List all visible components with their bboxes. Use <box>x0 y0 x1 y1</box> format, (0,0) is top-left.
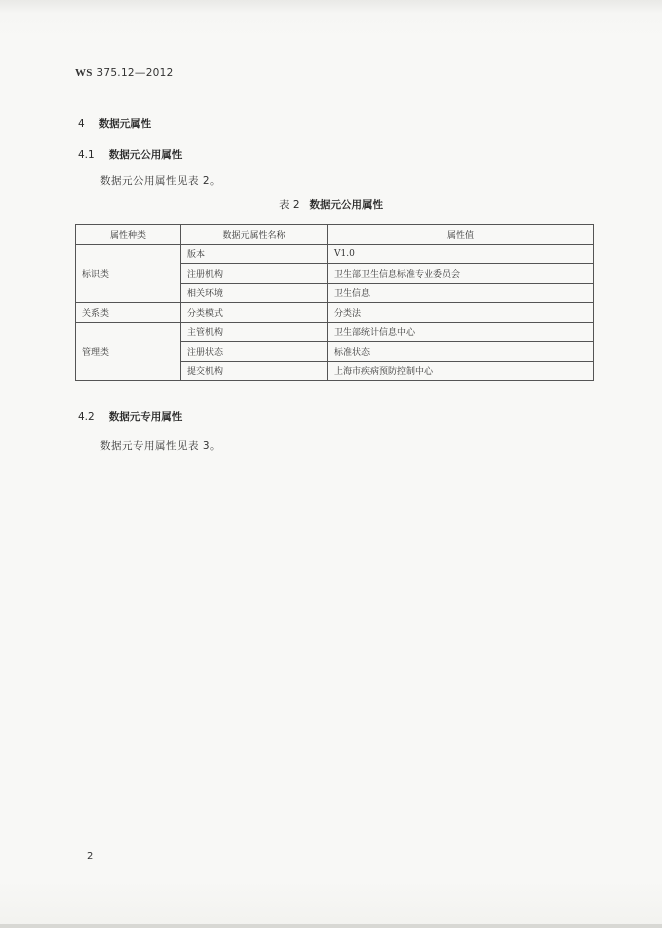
attribute-name-cell: 分类模式 <box>181 303 328 323</box>
attribute-value-cell: 标准状态 <box>328 342 594 362</box>
attribute-value-cell: 卫生部统计信息中心 <box>328 322 594 342</box>
header-attribute-category: 属性种类 <box>76 225 181 245</box>
standard-number: 375.12—2012 <box>96 67 174 79</box>
section-4-heading <box>78 116 151 131</box>
header-attribute-name: 数据元属性名称 <box>181 225 328 245</box>
table-title: 数据元公用属性 <box>309 199 384 211</box>
attribute-name-cell: 版本 <box>181 244 328 264</box>
attribute-value-cell: V1.0 <box>328 244 594 264</box>
table-row <box>76 244 594 264</box>
table-row <box>76 322 594 342</box>
section-title: 数据元公用属性 <box>108 149 183 161</box>
table-number: 表 2 <box>278 199 300 211</box>
category-cell: 管理类 <box>76 322 181 381</box>
page-bottom-edge <box>0 924 662 928</box>
paragraph-public-attributes: 数据元公用属性见表 2。 <box>100 175 222 187</box>
public-attributes-table <box>75 224 594 381</box>
table-caption <box>0 197 662 212</box>
section-number: 4.2 <box>78 411 95 423</box>
attribute-value-cell: 上海市疾病预防控制中心 <box>328 361 594 381</box>
header-attribute-value: 属性值 <box>328 225 594 245</box>
attribute-value-cell: 卫生信息 <box>328 283 594 303</box>
paragraph-private-attributes: 数据元专用属性见表 3。 <box>100 440 222 452</box>
attribute-name-cell: 注册状态 <box>181 342 328 362</box>
category-cell: 关系类 <box>76 303 181 323</box>
section-title: 数据元属性 <box>98 118 152 130</box>
section-title: 数据元专用属性 <box>108 411 183 423</box>
page-number: 2 <box>87 851 94 862</box>
standard-identifier <box>75 67 174 79</box>
category-cell: 标识类 <box>76 244 181 303</box>
section-number: 4.1 <box>78 149 95 161</box>
section-4-2-heading <box>78 409 182 424</box>
table-header-row <box>76 225 594 245</box>
attribute-name-cell: 提交机构 <box>181 361 328 381</box>
section-number: 4 <box>78 118 85 130</box>
attribute-name-cell: 主管机构 <box>181 322 328 342</box>
section-4-1-heading <box>78 147 182 162</box>
attribute-name-cell: 注册机构 <box>181 264 328 284</box>
attribute-name-cell: 相关环境 <box>181 283 328 303</box>
table-row <box>76 303 594 323</box>
attribute-value-cell: 卫生部卫生信息标准专业委员会 <box>328 264 594 284</box>
ws-label: WS <box>75 67 93 79</box>
attribute-value-cell: 分类法 <box>328 303 594 323</box>
